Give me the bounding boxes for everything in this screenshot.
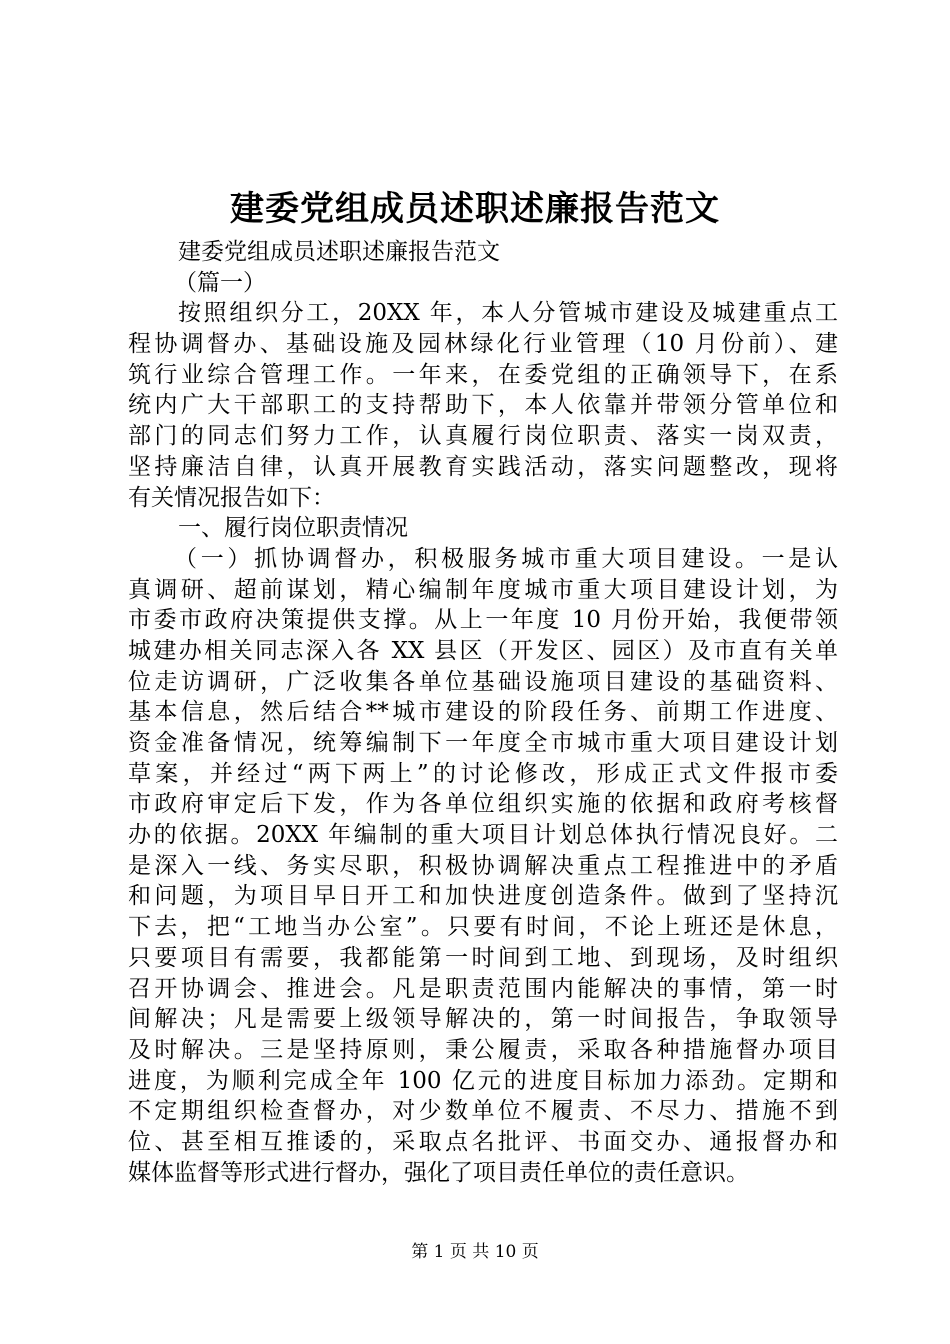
paragraph-line: 位走访调研，广泛收集各单位基础设施项目建设的基础资料、: [128, 668, 838, 695]
paragraph-line: 位、甚至相互推诿的，采取点名批评、书面交办、通报督办和: [128, 1128, 838, 1155]
paragraph-line: 有关情况报告如下：: [128, 484, 335, 511]
paragraph-line: 召开协调会、推进会。凡是职责范围内能解决的事情，第一时: [128, 975, 838, 1002]
document-body: [128, 237, 838, 1188]
paragraph-line: 不定期组织检查督办，对少数单位不履责、不尽力、措施不到: [128, 1098, 838, 1125]
paragraph-line: 下去，把“工地当办公室”。只要有时间，不论上班还是休息，: [128, 914, 838, 941]
section-label-line: （篇一）: [174, 269, 266, 296]
paragraph-line: 媒体监督等形式进行督办，强化了项目责任单位的责任意识。: [128, 1159, 749, 1186]
paragraph-line: 间解决；凡是需要上级领导解决的，第一时间报告，争取领导: [128, 1006, 838, 1033]
page-footer: 第 1 页 共 10 页: [411, 1242, 539, 1262]
paragraph-line: 城建办相关同志深入各 XX 县区（开发区、园区）及市直有关单: [128, 637, 838, 664]
paragraph-line: （一）抓协调督办，积极服务城市重大项目建设。一是认: [174, 545, 838, 572]
paragraph-line: 草案，并经过“两下两上”的讨论修改，形成正式文件报市委: [128, 760, 838, 787]
paragraph-line: 资金准备情况，统筹编制下一年度全市城市重大项目建设计划: [128, 730, 838, 756]
paragraph-line: 程协调督办、基础设施及园林绿化行业管理（10 月份前）、建: [128, 331, 838, 358]
paragraph-line: 及时解决。三是坚持原则，秉公履责，采取各种措施督办项目: [128, 1036, 838, 1063]
paragraph-line: 市委市政府决策提供支撑。从上一年度 10 月份开始，我便带领: [128, 607, 838, 634]
paragraph-line: 进度，为顺利完成全年 100 亿元的进度目标加力添劲。定期和: [128, 1067, 838, 1094]
paragraph-line: 和问题，为项目早日开工和加快进度创造条件。做到了坚持沉: [128, 883, 838, 910]
paragraph-line: 是深入一线、务实尽职，积极协调解决重点工程推进中的矛盾: [128, 852, 838, 879]
document-title: 建委党组成员述职述廉报告范文: [230, 189, 720, 229]
paragraph-line: 办的依据。20XX 年编制的重大项目计划总体执行情况良好。二: [128, 822, 838, 849]
paragraph-line: 统内广大干部职工的支持帮助下，本人依靠并带领分管单位和: [128, 392, 838, 419]
paragraph-line: 按照组织分工，20XX 年，本人分管城市建设及城建重点工: [178, 300, 838, 327]
subtitle-line: 建委党组成员述职述廉报告范文: [178, 239, 500, 265]
paragraph-line: 基本信息，然后结合**城市建设的阶段任务、前期工作进度、: [128, 699, 838, 726]
section-heading-line: 一、履行岗位职责情况: [178, 515, 408, 542]
paragraph-line: 真调研、超前谋划，精心编制年度城市重大项目建设计划，为: [128, 576, 838, 603]
paragraph-line: 只要项目有需要，我都能第一时间到工地、到现场，及时组织: [128, 944, 838, 971]
paragraph-line: 筑行业综合管理工作。一年来，在委党组的正确领导下，在系: [128, 361, 838, 388]
paragraph-line: 坚持廉洁自律，认真开展教育实践活动，落实问题整改，现将: [128, 453, 838, 480]
paragraph-line: 市政府审定后下发，作为各单位组织实施的依据和政府考核督: [128, 791, 838, 818]
paragraph-line: 部门的同志们努力工作，认真履行岗位职责、落实一岗双责，: [128, 423, 838, 450]
